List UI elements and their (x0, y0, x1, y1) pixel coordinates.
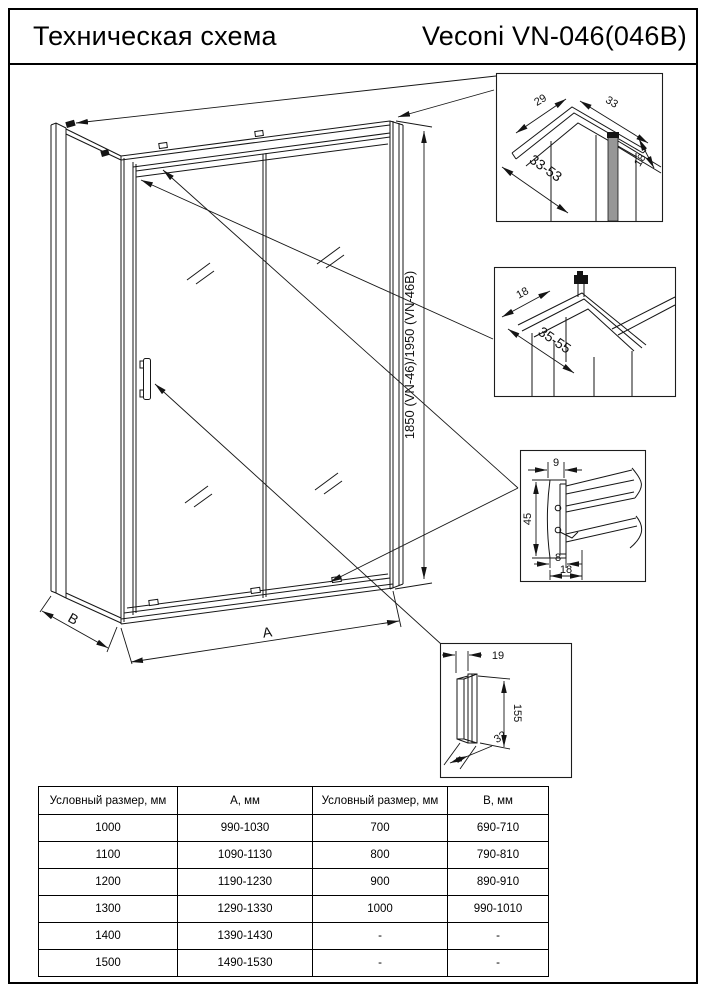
table-header-row (39, 787, 549, 815)
cell: 1200 (39, 869, 178, 896)
roller-icon (149, 599, 159, 605)
detail-handle (441, 644, 572, 778)
dimension-height (395, 121, 432, 589)
cell: 1090-1130 (178, 842, 313, 869)
leader-lines (76, 76, 518, 644)
cell: 1390-1430 (178, 923, 313, 950)
svg-text:35-55: 35-55 (535, 323, 575, 357)
roller-icon (255, 130, 264, 136)
cell: 690-710 (448, 815, 549, 842)
table-row (39, 842, 549, 869)
svg-text:18: 18 (559, 564, 573, 576)
table-row (39, 896, 549, 923)
cell: 890-910 (448, 869, 549, 896)
detail-wall-profile-section (521, 451, 646, 582)
table-row (39, 869, 549, 896)
svg-text:18: 18 (514, 285, 531, 302)
table-row (39, 923, 549, 950)
svg-text:18: 18 (632, 152, 649, 169)
cell: 1300 (39, 896, 178, 923)
svg-text:A: A (261, 623, 274, 641)
cell: 1500 (39, 950, 178, 977)
svg-text:1850 (VN-46)/1950 (VN-46B): 1850 (VN-46)/1950 (VN-46B) (402, 270, 417, 440)
roller-icon (159, 142, 168, 148)
svg-text:9: 9 (552, 457, 560, 469)
dimension-width-a (121, 591, 401, 664)
cell: - (313, 923, 448, 950)
svg-text:33: 33 (603, 94, 620, 111)
size-table (38, 786, 549, 977)
cell: - (448, 923, 549, 950)
cell: 1400 (39, 923, 178, 950)
cell: 1490-1530 (178, 950, 313, 977)
cell: 790-810 (448, 842, 549, 869)
detail-top-rail (497, 74, 663, 222)
cell: 990-1030 (178, 815, 313, 842)
svg-text:33-53: 33-53 (526, 151, 566, 185)
svg-text:45: 45 (522, 512, 534, 526)
corner-bracket-icon (100, 149, 109, 157)
cell: 1100 (39, 842, 178, 869)
wall-bracket-icon (65, 120, 75, 128)
col-header-a-mm: А, мм (178, 787, 313, 815)
col-header-nominal-size-b: Условный размер, мм (313, 787, 448, 815)
svg-text:19: 19 (491, 650, 505, 662)
roller-bracket-icon (574, 275, 588, 284)
door-handle (140, 359, 151, 400)
roller-icon (251, 587, 261, 593)
product-code: Veconi VN-046(046B) (422, 21, 687, 51)
cell: 900 (313, 869, 448, 896)
cell: - (313, 950, 448, 977)
cell: 800 (313, 842, 448, 869)
page-title: Техническая схема (33, 21, 277, 51)
svg-text:29: 29 (532, 92, 549, 109)
cell: 1290-1330 (178, 896, 313, 923)
svg-text:32: 32 (491, 729, 509, 746)
dimension-depth-b (40, 596, 117, 652)
cell: - (448, 950, 549, 977)
svg-text:B: B (65, 609, 82, 628)
cell: 990-1010 (448, 896, 549, 923)
detail-wall-mount (495, 268, 676, 397)
table-row (39, 950, 549, 977)
col-header-b-mm: В, мм (448, 787, 549, 815)
cell: 1000 (313, 896, 448, 923)
col-header-nominal-size-a: Условный размер, мм (39, 787, 178, 815)
cell: 1000 (39, 815, 178, 842)
cell: 1190-1230 (178, 869, 313, 896)
table-row (39, 815, 549, 842)
svg-text:155: 155 (511, 703, 523, 723)
svg-text:8: 8 (554, 552, 562, 564)
main-enclosure-drawing (51, 120, 403, 624)
cell: 700 (313, 815, 448, 842)
